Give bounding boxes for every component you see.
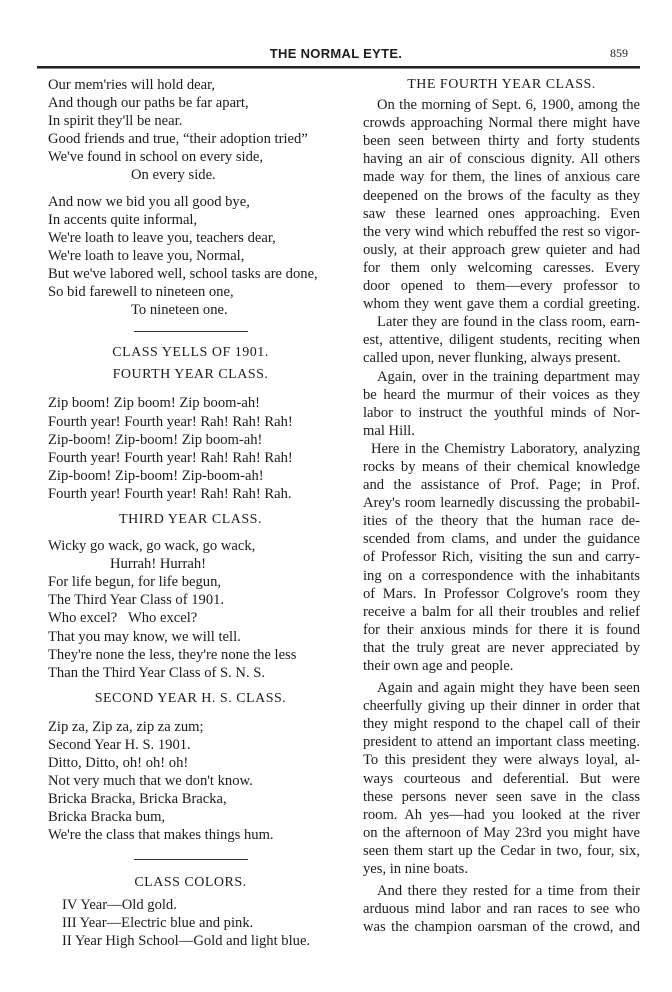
- poem-stanza-2: [48, 193, 333, 320]
- text-line: the very wind which rebuffed the rest so vigor-: [363, 223, 640, 240]
- text-line: they might respond to the chapel call of their: [363, 716, 640, 733]
- poem-line: And now we bid you all good bye,: [48, 193, 250, 210]
- text-line: saw these learned ones approaching. Even: [363, 205, 640, 222]
- text-line: yes, in nine boats.: [363, 861, 468, 878]
- yell-line: Not very much that we don't know.: [48, 773, 253, 790]
- text-line: mal Hill.: [363, 422, 415, 439]
- text-line: ities of the theory that the human race de-: [363, 513, 640, 530]
- third-year-yell: [48, 537, 333, 682]
- text-line: rocks by means of their chemical knowledge: [363, 458, 640, 475]
- text-line: And there they rested for a time from their: [377, 883, 640, 900]
- article-paragraph: [363, 313, 640, 367]
- text-line: of Mars. In Professor Colgrove's room they: [363, 585, 640, 602]
- yell-line: Wicky go wack, go wack, go wack,: [48, 538, 256, 555]
- yell-line: Second Year H. S. 1901.: [48, 737, 191, 753]
- yell-line: Than the Third Year Class of S. N. S.: [48, 664, 266, 681]
- article-paragraph: [363, 368, 640, 440]
- yell-line: The Third Year Class of 1901.: [48, 592, 225, 609]
- yell-line: They're none the less, they're none the less: [48, 646, 297, 663]
- text-line: Again, over in the training department may: [377, 368, 640, 385]
- article-paragraph: [363, 882, 640, 936]
- subheading-third-year: THIRD YEAR CLASS.: [119, 511, 262, 527]
- subheading-second-year: SECOND YEAR H. S. CLASS.: [94, 690, 287, 706]
- yell-line: Hurrah! Hurrah!: [110, 556, 207, 573]
- text-line: and the assistance of Prof. Page; in Prof.: [363, 477, 640, 494]
- text-line: for them only welcoming caresses. Every: [363, 259, 640, 276]
- yell-line: That you may know, we will tell.: [48, 628, 241, 645]
- text-line: ways courteous and deferential. But were: [363, 770, 640, 787]
- yell-line: For life begun, for life begun,: [48, 574, 222, 591]
- yell-line: Zip boom! Zip boom! Zip boom-ah!: [48, 395, 260, 412]
- text-line: was the champion oarsman of the crowd, and: [363, 919, 640, 936]
- section-heading-class-yells: CLASS YELLS OF 1901.: [112, 345, 269, 361]
- text-line: est, attentive, diligent students, reciting when: [363, 332, 640, 349]
- subheading-fourth-year: FOURTH YEAR CLASS.: [112, 367, 269, 383]
- poem-line: We're loath to leave you, Normal,: [48, 247, 245, 264]
- text-line: receive a balm for all their troubles and relief: [363, 603, 640, 620]
- section-divider: [134, 859, 248, 860]
- left-column: [48, 76, 333, 950]
- text-line: On the morning of Sept. 6, 1900, among the: [377, 97, 640, 114]
- yell-line: Ditto, Ditto, oh! oh! oh!: [48, 755, 189, 772]
- text-line: Again and again might they have been seen: [377, 680, 640, 697]
- yell-line: Who excel? Who excel?: [48, 610, 198, 627]
- article-paragraph: [363, 96, 640, 313]
- running-head: [0, 44, 672, 62]
- poem-line: We're loath to leave you, teachers dear,: [48, 229, 276, 246]
- text-line: ously, at their approach grew quieter and had: [363, 241, 640, 258]
- yell-line: We're the class that makes things hum.: [48, 827, 274, 844]
- text-line: made way for them, the lines of anxious care: [363, 169, 640, 186]
- poem-line: Good friends and true, “their adoption tried”: [48, 131, 308, 148]
- text-line: that the truly great are never appreciated by: [363, 639, 640, 656]
- yell-line: Zip-boom! Zip-boom! Zip-boom-ah!: [48, 467, 264, 484]
- poem-line: But we've labored well, school tasks are done,: [48, 265, 318, 282]
- yell-line: Fourth year! Fourth year! Rah! Rah! Rah!: [48, 413, 293, 430]
- text-line: Here in the Chemistry Laboratory, analyzing: [371, 440, 640, 457]
- text-line: scended from clams, and under the guidance: [363, 531, 640, 548]
- text-line: on the afternoon of May 23rd you might have: [363, 824, 640, 841]
- text-line: of Professor Rich, visiting the sun and carry-: [363, 549, 640, 566]
- poem-line: In accents quite informal,: [48, 211, 198, 228]
- article-paragraph: [363, 440, 640, 675]
- poem-line: We've found in school on every side,: [48, 149, 264, 166]
- text-line: their own age and people.: [363, 658, 514, 674]
- yell-line: Bricka Bracka bum,: [48, 809, 166, 826]
- fourth-year-yell: [48, 394, 333, 503]
- text-line: arduous mind labor and ran races to see who: [363, 901, 640, 918]
- right-column: [363, 76, 640, 936]
- poem-line: In spirit they'll be near.: [48, 113, 183, 130]
- text-line: door opened to them—every professor to: [363, 278, 640, 295]
- yell-line: Fourth year! Fourth year! Rah! Rah! Rah!: [48, 449, 293, 466]
- yell-line: Fourth year! Fourth year! Rah! Rah! Rah.: [48, 485, 292, 502]
- poem-refrain: To nineteen one.: [131, 302, 228, 319]
- article-heading: THE FOURTH YEAR CLASS.: [407, 77, 596, 92]
- text-line: whom they went gave them a cordial greeting.: [363, 296, 640, 313]
- article-paragraph: [363, 679, 640, 878]
- page-number: 859: [610, 46, 628, 60]
- text-line: called upon, never flunking, always present.: [363, 350, 621, 367]
- header-rule: [37, 66, 640, 69]
- poem-line: Our mem'ries will hold dear,: [48, 77, 215, 93]
- text-line: these persons never seen save in the class: [363, 788, 640, 805]
- text-line: seen them start up the Cedar in two, four, six,: [363, 842, 640, 859]
- text-line: deepened on the brows of the faculty as they: [363, 187, 640, 204]
- text-line: been seen between thirty and forty students: [363, 133, 640, 150]
- poem-refrain: On every side.: [131, 167, 216, 184]
- text-line: be heard the murmur of their voices as they: [363, 386, 640, 403]
- yell-line: Bricka Bracka, Bricka Bracka,: [48, 791, 227, 808]
- poem-stanza-1: [48, 76, 333, 185]
- text-line: crowds approaching Normal there might have: [363, 115, 640, 132]
- text-line: labor to instruct the youthful minds of Nor-: [363, 404, 640, 421]
- section-divider: [134, 331, 248, 332]
- second-year-yell: [48, 718, 333, 845]
- text-line: having an air of conscious dignity. All others: [363, 151, 640, 168]
- poem-line: So bid farewell to nineteen one,: [48, 284, 234, 301]
- yell-line: Zip-boom! Zip-boom! Zip boom-ah!: [48, 431, 263, 448]
- text-line: To this president they were always loyal, al-: [363, 752, 640, 769]
- class-colors-list: [48, 896, 333, 950]
- class-color-item: III Year—Electric blue and pink.: [62, 914, 254, 931]
- text-line: room. Ah yes—had you looked at the river: [363, 806, 640, 823]
- yell-line: Zip za, Zip za, zip za zum;: [48, 718, 204, 735]
- text-line: cheerfully giving up their dinner in order that: [363, 698, 640, 715]
- class-color-item: II Year High School—Gold and light blue.: [62, 932, 311, 949]
- text-line: for their anxious minds for there it is found: [363, 621, 640, 638]
- text-line: president to attend an important class meeting.: [363, 734, 640, 751]
- class-color-item: IV Year—Old gold.: [62, 896, 177, 913]
- text-line: Arey's room learnedly discussing the probabil-: [363, 495, 640, 512]
- poem-line: And though our paths be far apart,: [48, 95, 249, 112]
- section-heading-class-colors: CLASS COLORS.: [134, 874, 247, 890]
- text-line: ing on a correspondence with the inhabitants: [363, 567, 640, 584]
- text-line: Later they are found in the class room, earn-: [377, 314, 640, 331]
- publication-title: THE NORMAL EYTE.: [269, 46, 403, 61]
